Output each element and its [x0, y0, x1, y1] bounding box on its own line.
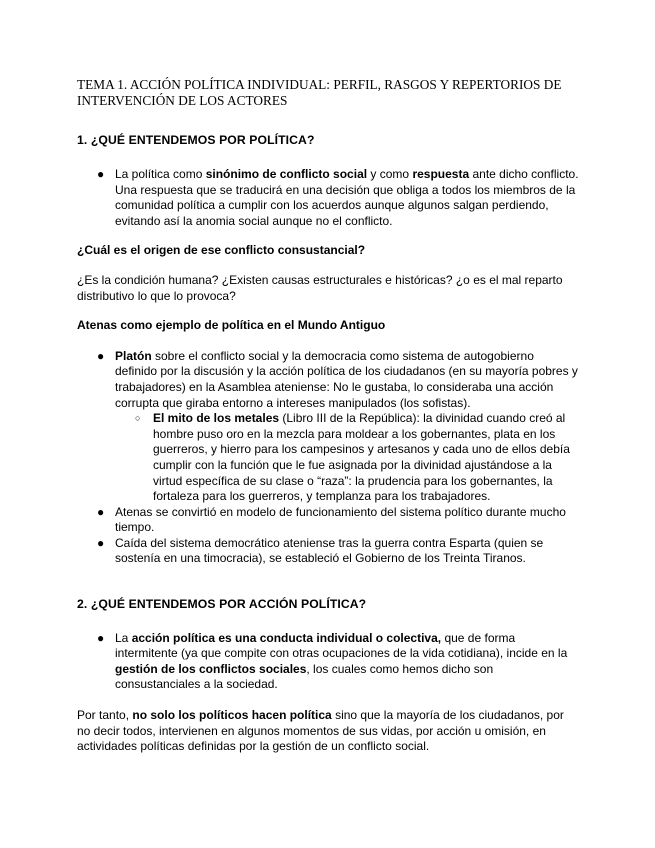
list-item-caida: ● Caída del sistema democrático ateniense tras la guerra contra Esparta (quien se sostenía en una timocracia), se estableció el Gobierno de los Treinta Tiranos. — [97, 535, 544, 566]
list-item-accion-politica: ● La acción política es una conducta individual o colectiva, que de forma intermitente (ya que compite con otras ocupaciones de la vida cotidiana), incide en la gestión de los conflictos sociales, los cuales como hemos dicho son consustanciales a la sociedad. — [97, 630, 568, 692]
document-title: TEMA 1. ACCIÓN POLÍTICA INDIVIDUAL: PERFIL, RASGOS Y REPERTORIOS DE INTERVENCIÓN DE LOS ACTORES — [77, 77, 562, 109]
origin-question-heading: ¿Cuál es el origen de ese conflicto consustancial? — [77, 243, 366, 258]
hollow-bullet-icon: ○ — [135, 413, 141, 424]
bullet-icon: ● — [97, 167, 105, 181]
origin-question-paragraph: ¿Es la condición humana? ¿Existen causas estructurales e históricas? ¿o es el mal reparto distributivo lo que lo provoca? — [77, 272, 563, 303]
section-1-list — [77, 167, 579, 229]
section-2-heading: 2. ¿QUÉ ENTENDEMOS POR ACCIÓN POLÍTICA? — [77, 597, 367, 612]
list-item-atenas-modelo: ● Atenas se convirtió en modelo de funcionamiento del sistema político durante mucho tiempo. — [97, 504, 566, 535]
document-page — [77, 77, 579, 755]
bullet-icon: ● — [97, 348, 105, 363]
section-1-heading: 1. ¿QUÉ ENTENDEMOS POR POLÍTICA? — [77, 133, 315, 148]
list-item-platon: ● Platón sobre el conflicto social y la democracia como sistema de autogobierno definido por la discusión y la acción política de los ciudadanos (en su mayoría pobres y trabajadores) en la Asamblea ateniense: No le gustaba, lo consideraba una acción corrupta que giraba entorno a intereses manipulados (los sofistas). — [97, 348, 578, 410]
bullet-icon: ● — [97, 504, 105, 519]
list-item-politica: ● La política como sinónimo de conflicto social y como respuesta ante dicho conflicto. Una respuesta que se traducirá en una decisión que obliga a todos los miembros de la comunidad política a cumplir con los acuerdos aunque algunos salgan perdiendo, evitando así la anomia social aunque no el conflicto. — [97, 167, 579, 228]
bullet-icon: ● — [97, 630, 105, 645]
atenas-heading: Atenas como ejemplo de política en el Mundo Antiguo — [77, 318, 386, 333]
atenas-list — [77, 349, 579, 567]
list-item-mito-metales: ○ El mito de los metales (Libro III de la República): la divinidad cuando creó al hombre puso oro en la mezcla para moldear a los gobernantes, plata en los guerreros, y hierro para los campesinos y artesanos y cada uno de ellos debía cumplir con la función que le fue asignada por la divinidad ajustándose a la virtud específica de su clase o “raza”: la prudencia para los gobernantes, la fortaleza para los guerreros, y templanza para los trabajadores. — [135, 411, 570, 504]
conclusion-paragraph: Por tanto, no solo los políticos hacen política sino que la mayoría de los ciudadanos, por no decir todos, intervienen en algunos momentos de sus vidas, por acción u omisión, en actividades políticas definidas por la gestión de un conflicto social. — [77, 708, 564, 754]
bullet-icon: ● — [97, 535, 105, 550]
section-2-list — [77, 631, 579, 693]
